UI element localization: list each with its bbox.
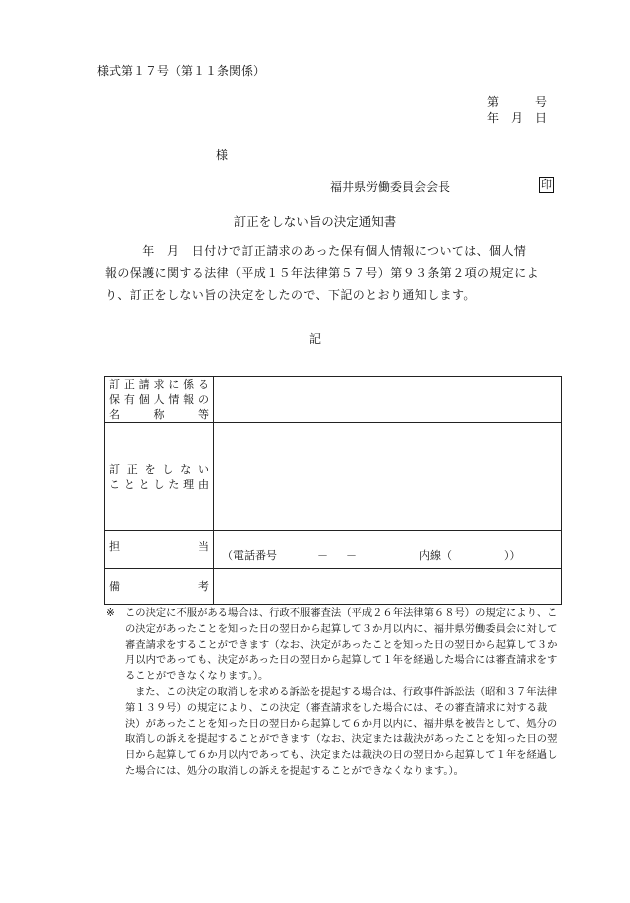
paragraph-line: 年 月 日付けで訂正請求のあった保有個人情報については、個人情 bbox=[105, 244, 527, 258]
addressee: 様 bbox=[216, 148, 229, 162]
extension-label: 内線（ bbox=[419, 549, 452, 562]
paragraph-line: り、訂正をしない旨の決定をしたので、下記のとおり通知します。 bbox=[105, 288, 476, 302]
label-remarks: 備 考 bbox=[105, 569, 214, 605]
ki-heading: 記 bbox=[308, 332, 321, 346]
note-appeal: この決定に不服がある場合は、行政不服審査法（平成２６年法律第６８号）の規定により、この決定があったことを知った日の翌日から起算して３か月以内に、福井県労働委員会に対して審査請求をすることができます（なお、決定があったことを知った日の翌日から起算して３か月以内であっても、決定があった日の翌日から起算して１年を経過した場合には審査請求をすることができなくなります。）。 bbox=[125, 607, 558, 683]
remarks-field[interactable] bbox=[214, 569, 562, 605]
phone-dash: － bbox=[346, 549, 357, 562]
form-number: 様式第１７号（第１１条関係） bbox=[97, 64, 266, 78]
label-contact: 担 当 bbox=[105, 531, 214, 569]
table-row bbox=[105, 377, 562, 423]
notes-section bbox=[106, 606, 562, 780]
phone-label: （電話番号 bbox=[222, 549, 277, 562]
document-number: 第 号 bbox=[487, 95, 548, 109]
note-mark: ※ bbox=[106, 607, 115, 619]
table-row bbox=[105, 423, 562, 531]
seal-stamp: 印 bbox=[541, 178, 552, 191]
document-date: 年 月 日 bbox=[487, 111, 548, 125]
contact-field[interactable] bbox=[214, 531, 562, 569]
extension-close: ）） bbox=[504, 549, 521, 562]
paragraph-line: 報の保護に関する法律（平成１５年法律第５７号）第９３条第２項の規定によ bbox=[105, 266, 540, 280]
notice-paragraph bbox=[105, 240, 565, 306]
table-row bbox=[105, 531, 562, 569]
phone-dash: － bbox=[317, 549, 328, 562]
reason-field[interactable] bbox=[214, 423, 562, 531]
label-info-name: 訂正請求に係る 保有個人情報の 名 称 等 bbox=[105, 377, 214, 423]
label-reason: 訂正をしない こととした理由 bbox=[105, 423, 214, 531]
info-name-field[interactable] bbox=[214, 377, 562, 423]
info-table bbox=[104, 376, 562, 605]
issuer-name: 福井県労働委員会会長 bbox=[330, 180, 451, 194]
document-title: 訂正をしない旨の決定通知書 bbox=[233, 214, 397, 229]
table-row bbox=[105, 569, 562, 605]
note-lawsuit: また、この決定の取消しを求める訴訟を提起する場合は、行政事件訴訟法（昭和３７年法律第１３９号）の規定により、この決定（審査請求をした場合には、その審査請求に対する裁決）があったことを知った日の翌日から起算して６か月以内に、福井県を被告として、処分の取消しの訴えを提起することができます（なお、決定または裁決があったことを知った日の翌日から起算して６か月以内であっても、決定または裁決の日の翌日から起算して１年を経過した場合には、処分の取消しの訴えを提起することができなくなります。）。 bbox=[125, 685, 558, 777]
